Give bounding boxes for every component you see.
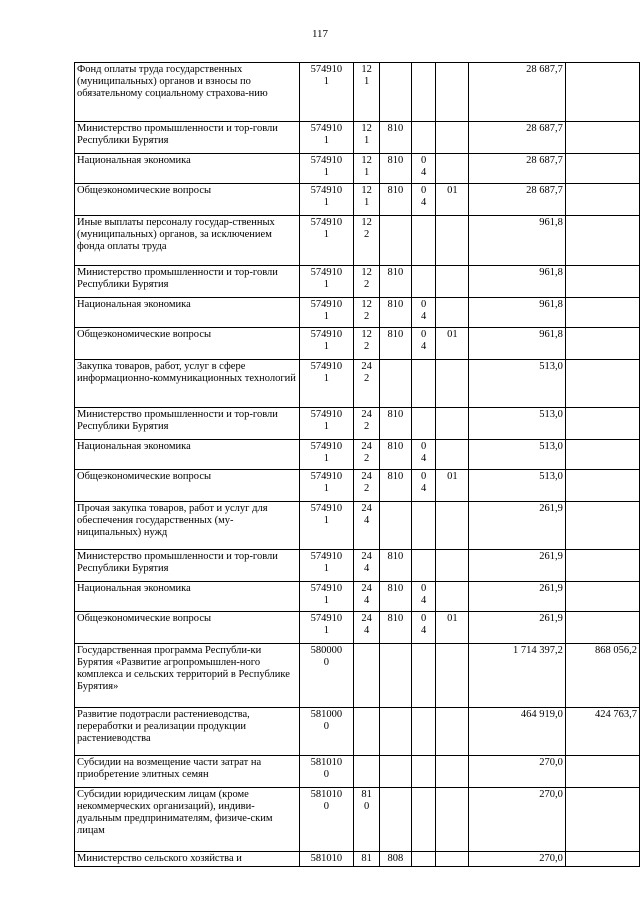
subsection-code <box>436 502 469 550</box>
subsection-code <box>436 216 469 266</box>
ministry-code: 810 <box>379 612 411 644</box>
target-article-code: 574910 1 <box>299 63 354 122</box>
amount-year-2 <box>565 756 639 788</box>
amount-year-2 <box>565 788 639 852</box>
subsection-code: 01 <box>436 470 469 502</box>
row-name: Субсидии юридическим лицам (кроме некоммерческих организаций), индиви-дуальным предпринимателям, физиче-ским лицам <box>75 788 300 852</box>
section-code: 0 4 <box>411 154 436 184</box>
row-name: Общеэкономические вопросы <box>75 184 300 216</box>
expense-type-code: 12 1 <box>354 184 380 216</box>
expense-type-code: 12 2 <box>354 266 380 298</box>
amount-year-1: 28 687,7 <box>469 122 566 154</box>
table-row <box>75 122 640 154</box>
subsection-code <box>436 360 469 408</box>
section-code <box>411 360 436 408</box>
ministry-code <box>379 708 411 756</box>
amount-year-2 <box>565 852 639 867</box>
target-article-code: 574910 1 <box>299 440 354 470</box>
ministry-code <box>379 756 411 788</box>
amount-year-2 <box>565 328 639 360</box>
table-row <box>75 612 640 644</box>
table-row <box>75 266 640 298</box>
ministry-code: 810 <box>379 328 411 360</box>
row-name: Закупка товаров, работ, услуг в сфере информационно-коммуникационных технологий <box>75 360 300 408</box>
table-row <box>75 440 640 470</box>
amount-year-1: 513,0 <box>469 470 566 502</box>
target-article-code: 574910 1 <box>299 360 354 408</box>
ministry-code <box>379 788 411 852</box>
amount-year-1: 270,0 <box>469 788 566 852</box>
amount-year-1: 261,9 <box>469 612 566 644</box>
subsection-code <box>436 708 469 756</box>
expense-type-code: 24 2 <box>354 440 380 470</box>
ministry-code: 810 <box>379 408 411 440</box>
expense-type-code: 12 2 <box>354 328 380 360</box>
section-code <box>411 756 436 788</box>
ministry-code <box>379 502 411 550</box>
table-row <box>75 184 640 216</box>
section-code: 0 4 <box>411 328 436 360</box>
table-row <box>75 756 640 788</box>
target-article-code: 574910 1 <box>299 612 354 644</box>
amount-year-2 <box>565 154 639 184</box>
expense-type-code <box>354 644 380 708</box>
row-name: Национальная экономика <box>75 440 300 470</box>
target-article-code: 581010 <box>299 852 354 867</box>
subsection-code <box>436 122 469 154</box>
ministry-code: 808 <box>379 852 411 867</box>
expense-type-code: 12 2 <box>354 216 380 266</box>
table-row <box>75 550 640 582</box>
row-name: Общеэкономические вопросы <box>75 328 300 360</box>
target-article-code: 574910 1 <box>299 122 354 154</box>
amount-year-1: 270,0 <box>469 756 566 788</box>
table-row <box>75 788 640 852</box>
expense-type-code: 12 1 <box>354 63 380 122</box>
subsection-code <box>436 63 469 122</box>
page-number: 117 <box>311 28 329 40</box>
target-article-code: 574910 1 <box>299 184 354 216</box>
ministry-code <box>379 63 411 122</box>
amount-year-1: 464 919,0 <box>469 708 566 756</box>
table-row <box>75 154 640 184</box>
expense-type-code: 12 1 <box>354 122 380 154</box>
amount-year-2 <box>565 63 639 122</box>
expense-type-code: 24 4 <box>354 550 380 582</box>
expense-type-code: 24 2 <box>354 470 380 502</box>
target-article-code: 581010 0 <box>299 788 354 852</box>
section-code <box>411 63 436 122</box>
section-code <box>411 266 436 298</box>
target-article-code: 581000 0 <box>299 708 354 756</box>
table-row <box>75 582 640 612</box>
budget-table <box>74 62 640 867</box>
expense-type-code: 12 2 <box>354 298 380 328</box>
ministry-code: 810 <box>379 298 411 328</box>
amount-year-1: 28 687,7 <box>469 184 566 216</box>
amount-year-2 <box>565 408 639 440</box>
table-row <box>75 408 640 440</box>
section-code <box>411 550 436 582</box>
amount-year-2 <box>565 122 639 154</box>
row-name: Субсидии на возмещение части затрат на приобретение элитных семян <box>75 756 300 788</box>
amount-year-1: 961,8 <box>469 328 566 360</box>
amount-year-1: 28 687,7 <box>469 63 566 122</box>
ministry-code: 810 <box>379 184 411 216</box>
ministry-code: 810 <box>379 470 411 502</box>
expense-type-code: 81 0 <box>354 788 380 852</box>
subsection-code <box>436 440 469 470</box>
target-article-code: 574910 1 <box>299 550 354 582</box>
table-row <box>75 502 640 550</box>
section-code <box>411 852 436 867</box>
subsection-code: 01 <box>436 184 469 216</box>
amount-year-2 <box>565 502 639 550</box>
section-code: 0 4 <box>411 298 436 328</box>
table-row <box>75 298 640 328</box>
row-name: Иные выплаты персоналу государ-ственных (муниципальных) органов, за исключением фонда оплаты труда <box>75 216 300 266</box>
amount-year-1: 261,9 <box>469 582 566 612</box>
ministry-code <box>379 644 411 708</box>
target-article-code: 574910 1 <box>299 502 354 550</box>
section-code: 0 4 <box>411 612 436 644</box>
row-name: Прочая закупка товаров, работ и услуг для обеспечения государственных (му-ниципальных) нужд <box>75 502 300 550</box>
expense-type-code: 24 4 <box>354 502 380 550</box>
table-row <box>75 708 640 756</box>
section-code: 0 4 <box>411 582 436 612</box>
target-article-code: 574910 1 <box>299 298 354 328</box>
amount-year-1: 270,0 <box>469 852 566 867</box>
amount-year-1: 261,9 <box>469 550 566 582</box>
expense-type-code <box>354 708 380 756</box>
target-article-code: 574910 1 <box>299 266 354 298</box>
subsection-code <box>436 298 469 328</box>
expense-type-code: 24 2 <box>354 360 380 408</box>
table-row <box>75 470 640 502</box>
section-code <box>411 216 436 266</box>
expense-type-code: 81 <box>354 852 380 867</box>
row-name: Министерство сельского хозяйства и <box>75 852 300 867</box>
section-code <box>411 502 436 550</box>
amount-year-1: 261,9 <box>469 502 566 550</box>
amount-year-2 <box>565 360 639 408</box>
target-article-code: 574910 1 <box>299 408 354 440</box>
expense-type-code: 24 2 <box>354 408 380 440</box>
table-row <box>75 360 640 408</box>
amount-year-1: 1 714 397,2 <box>469 644 566 708</box>
section-code: 0 4 <box>411 440 436 470</box>
amount-year-1: 961,8 <box>469 298 566 328</box>
subsection-code <box>436 154 469 184</box>
ministry-code: 810 <box>379 122 411 154</box>
amount-year-1: 513,0 <box>469 360 566 408</box>
section-code <box>411 644 436 708</box>
subsection-code <box>436 852 469 867</box>
row-name: Министерство промышленности и тор-говли Республики Бурятия <box>75 266 300 298</box>
ministry-code: 810 <box>379 266 411 298</box>
subsection-code <box>436 266 469 298</box>
target-article-code: 574910 1 <box>299 154 354 184</box>
subsection-code <box>436 756 469 788</box>
amount-year-2 <box>565 266 639 298</box>
row-name: Национальная экономика <box>75 582 300 612</box>
subsection-code <box>436 644 469 708</box>
expense-type-code: 24 4 <box>354 582 380 612</box>
section-code <box>411 708 436 756</box>
amount-year-1: 513,0 <box>469 408 566 440</box>
ministry-code: 810 <box>379 440 411 470</box>
amount-year-2 <box>565 216 639 266</box>
subsection-code <box>436 582 469 612</box>
amount-year-2 <box>565 550 639 582</box>
amount-year-2 <box>565 440 639 470</box>
subsection-code: 01 <box>436 612 469 644</box>
section-code: 0 4 <box>411 470 436 502</box>
target-article-code: 574910 1 <box>299 582 354 612</box>
target-article-code: 581010 0 <box>299 756 354 788</box>
row-name: Фонд оплаты труда государственных (муниципальных) органов и взносы по обязательному социальному страхова-нию <box>75 63 300 122</box>
row-name: Развитие подотрасли растениеводства, переработки и реализации продукции растениеводства <box>75 708 300 756</box>
subsection-code: 01 <box>436 328 469 360</box>
amount-year-2: 868 056,2 <box>565 644 639 708</box>
amount-year-2 <box>565 582 639 612</box>
table-row <box>75 63 640 122</box>
target-article-code: 580000 0 <box>299 644 354 708</box>
row-name: Общеэкономические вопросы <box>75 612 300 644</box>
expense-type-code <box>354 756 380 788</box>
row-name: Национальная экономика <box>75 154 300 184</box>
table-row <box>75 216 640 266</box>
amount-year-2: 424 763,7 <box>565 708 639 756</box>
amount-year-1: 513,0 <box>469 440 566 470</box>
subsection-code <box>436 788 469 852</box>
row-name: Министерство промышленности и тор-говли Республики Бурятия <box>75 550 300 582</box>
table-row <box>75 852 640 867</box>
section-code: 0 4 <box>411 184 436 216</box>
ministry-code <box>379 216 411 266</box>
subsection-code <box>436 408 469 440</box>
target-article-code: 574910 1 <box>299 470 354 502</box>
subsection-code <box>436 550 469 582</box>
amount-year-2 <box>565 612 639 644</box>
amount-year-2 <box>565 470 639 502</box>
amount-year-1: 961,8 <box>469 266 566 298</box>
row-name: Министерство промышленности и тор-говли Республики Бурятия <box>75 408 300 440</box>
row-name: Общеэкономические вопросы <box>75 470 300 502</box>
ministry-code: 810 <box>379 154 411 184</box>
ministry-code: 810 <box>379 550 411 582</box>
amount-year-1: 961,8 <box>469 216 566 266</box>
target-article-code: 574910 1 <box>299 216 354 266</box>
amount-year-2 <box>565 184 639 216</box>
budget-table-body <box>75 63 640 867</box>
row-name: Министерство промышленности и тор-говли Республики Бурятия <box>75 122 300 154</box>
amount-year-1: 28 687,7 <box>469 154 566 184</box>
expense-type-code: 24 4 <box>354 612 380 644</box>
target-article-code: 574910 1 <box>299 328 354 360</box>
table-row <box>75 328 640 360</box>
row-name: Государственная программа Республи-ки Бурятия «Развитие агропромышлен-ного комплекса и сельских территорий в Республике Бурятия» <box>75 644 300 708</box>
ministry-code: 810 <box>379 582 411 612</box>
expense-type-code: 12 1 <box>354 154 380 184</box>
section-code <box>411 122 436 154</box>
section-code <box>411 408 436 440</box>
row-name: Национальная экономика <box>75 298 300 328</box>
section-code <box>411 788 436 852</box>
amount-year-2 <box>565 298 639 328</box>
ministry-code <box>379 360 411 408</box>
table-row <box>75 644 640 708</box>
